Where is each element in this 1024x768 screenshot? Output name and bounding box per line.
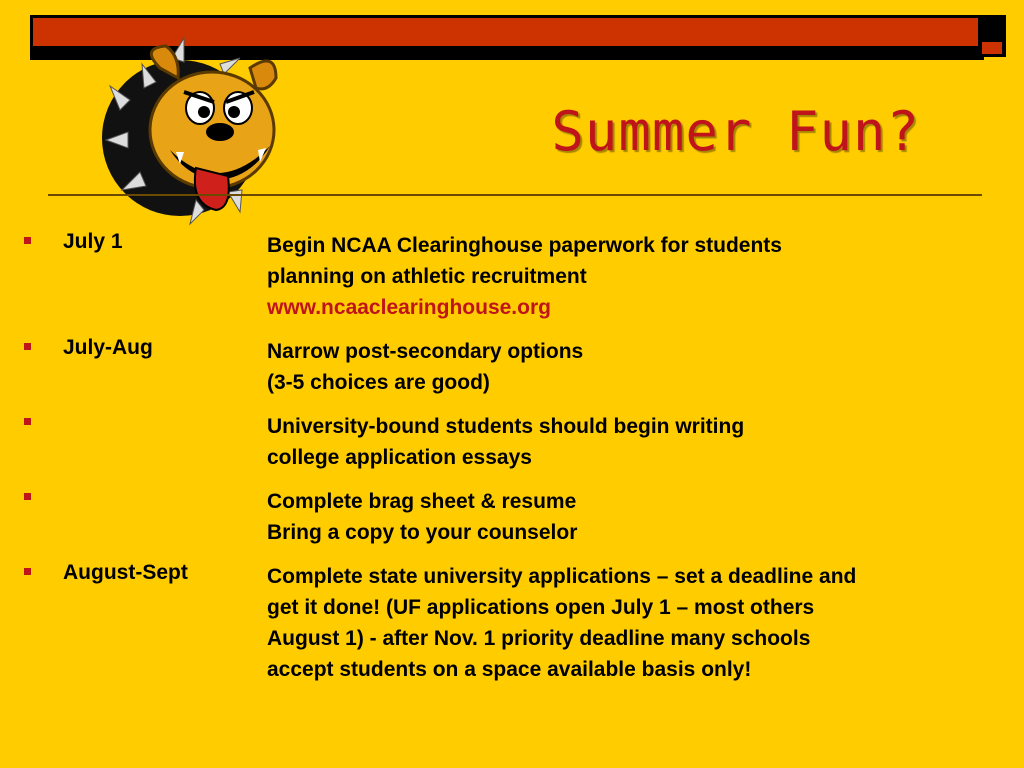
- item-line: University-bound students should begin writing: [267, 415, 745, 438]
- bullet-icon: [24, 493, 31, 500]
- title-divider: [48, 194, 982, 196]
- item-line: Complete brag sheet & resume: [267, 490, 577, 513]
- item-line: Complete state university applications – set a deadline and: [267, 565, 857, 588]
- list-item: [0, 486, 1024, 548]
- list-item: [0, 561, 1024, 685]
- list-item: [0, 411, 1024, 473]
- item-line: Begin NCAA Clearinghouse paperwork for students: [267, 234, 782, 257]
- bulldog-mascot-icon: [100, 28, 290, 228]
- item-date: July 1: [63, 230, 123, 253]
- top-banner-endcap-accent: [982, 42, 1002, 54]
- bullet-icon: [24, 343, 31, 350]
- ncaa-clearinghouse-link[interactable]: www.ncaaclearinghouse.org: [267, 296, 551, 319]
- item-line: college application essays: [267, 446, 532, 469]
- timeline-list: [0, 230, 1024, 698]
- item-description: [267, 411, 1024, 473]
- item-date: July-Aug: [63, 336, 153, 359]
- item-line: Bring a copy to your counselor: [267, 521, 578, 544]
- bullet-icon: [24, 568, 31, 575]
- item-description: [267, 486, 1024, 548]
- slide-title: Summer Fun?: [551, 100, 920, 163]
- item-date: August-Sept: [63, 561, 188, 584]
- bullet-icon: [24, 237, 31, 244]
- list-item: [0, 336, 1024, 398]
- item-line: (3-5 choices are good): [267, 371, 490, 394]
- item-description: [267, 336, 1024, 398]
- item-description: [267, 230, 1024, 323]
- list-item: [0, 230, 1024, 323]
- item-description: [267, 561, 1024, 685]
- item-line: Narrow post-secondary options: [267, 340, 584, 363]
- item-line: planning on athletic recruitment: [267, 265, 587, 288]
- item-line: get it done! (UF applications open July 1 – most others: [267, 596, 815, 619]
- item-line: accept students on a space available basis only!: [267, 658, 752, 681]
- bullet-icon: [24, 418, 31, 425]
- item-line: August 1) - after Nov. 1 priority deadline many schools: [267, 627, 811, 650]
